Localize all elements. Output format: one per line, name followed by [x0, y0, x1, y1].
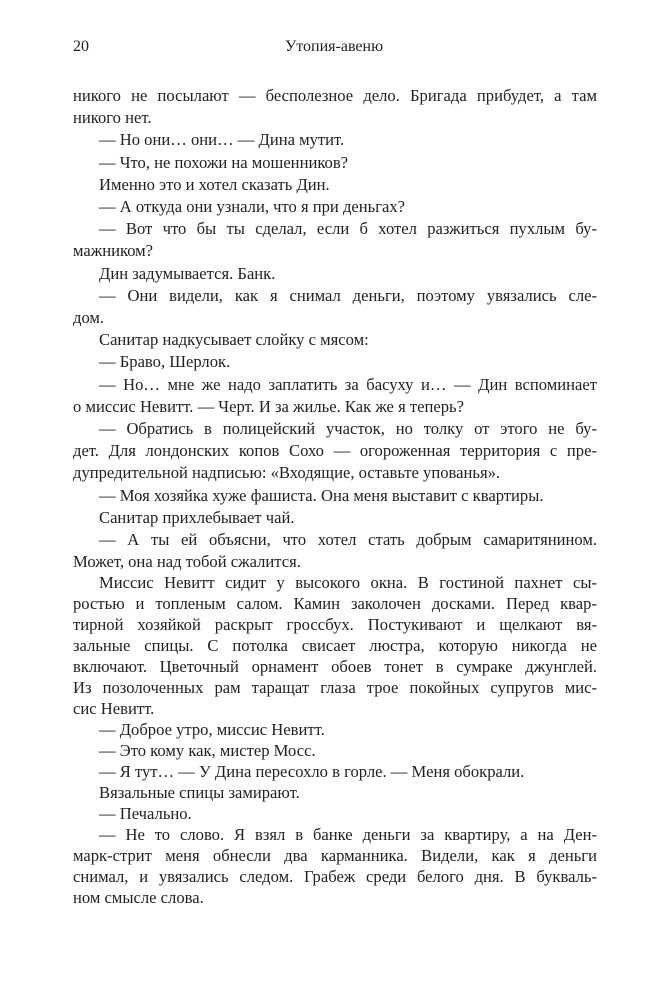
text-line: — Не то слово. Я взял в банке деньги за квартиру, а на Ден-: [99, 825, 597, 844]
text-line: — Но они… они… — Дина мутит.: [99, 130, 345, 150]
text-line: Вязальные спицы замирают.: [99, 783, 300, 802]
text-line: Из позолоченных рам таращат глаза трое покойных супругов мис-: [73, 678, 597, 697]
text-line: никого не посылают — бесполезное дело. Бригада прибудет, а там: [73, 86, 597, 105]
text-line: — Что, не похожи на мошенников?: [99, 152, 349, 172]
text-line: — Вот что бы ты сделал, если б хотел разжиться пухлым бу-: [99, 219, 597, 239]
text-line: — Браво, Шерлок.: [99, 352, 231, 372]
running-title: Утопия-авеню: [284, 38, 384, 55]
text-line: мажником?: [73, 241, 154, 261]
text-line: — А откуда они узнали, что я при деньгах?: [99, 197, 406, 217]
text-line: — А ты ей объясни, что хотел стать добрым самаритянином.: [99, 530, 597, 550]
text-line: никого нет.: [73, 108, 152, 128]
text-line: — Моя хозяйка хуже фашиста. Она меня выставит с квартиры.: [99, 485, 544, 505]
text-line: тирной хозяйкой раскрыт гроссбух. Постукивают и щелкают вя-: [73, 615, 597, 634]
text-line: ростью и топленым салом. Камин заколочен досками. Перед квар-: [73, 594, 597, 613]
text-line: сис Невитт.: [73, 699, 155, 718]
text-line: о миссис Невитт. — Черт. И за жилье. Как же я теперь?: [73, 396, 464, 416]
text-line: дом.: [73, 308, 105, 328]
page-number: 20: [73, 38, 89, 55]
text-line: Миссис Невитт сидит у высокого окна. В гостиной пахнет сы-: [99, 573, 597, 592]
text-line: Может, она над тобой сжалится.: [73, 552, 301, 572]
text-line: снимал, и увязались следом. Грабеж среди белого дня. В букваль-: [73, 867, 597, 886]
text-line: Санитар прихлебывает чай.: [99, 507, 295, 527]
text-line: марк-стрит меня обнесли два карманника. Видели, как я деньги: [73, 846, 597, 865]
text-line: — Я тут… — У Дина пересохло в горле. — Меня обокрали.: [99, 762, 525, 781]
text-line: Именно это и хотел сказать Дин.: [99, 174, 330, 194]
text-line: — Но… мне же надо заплатить за басуху и… — Дин вспоминает: [99, 374, 597, 394]
text-line: — Обратись в полицейский участок, но толку от этого не бу-: [99, 419, 597, 439]
text-block-2: [73, 572, 597, 908]
text-line: дупредительной надписью: «Входящие, оставьте упованья».: [73, 463, 501, 483]
text-line: — Печально.: [99, 804, 192, 823]
text-line: Санитар надкусывает слойку с мясом:: [99, 330, 369, 350]
text-line: — Они видели, как я снимал деньги, поэтому увязались сле-: [99, 285, 597, 305]
text-block-1: [73, 85, 597, 573]
text-line: — Это кому как, мистер Мосс.: [99, 741, 316, 760]
text-line: включают. Цветочный орнамент обоев тонет в сумраке джунглей.: [73, 657, 597, 676]
text-line: зальные спицы. С потолка свисает люстра, которую никогда не: [73, 636, 597, 655]
text-line: — Доброе утро, миссис Невитт.: [99, 720, 325, 739]
text-line: ном смысле слова.: [73, 888, 204, 907]
text-line: Дин задумывается. Банк.: [99, 263, 276, 283]
text-line: дет. Для лондонских копов Сохо — огороженная территория с пре-: [73, 441, 597, 461]
